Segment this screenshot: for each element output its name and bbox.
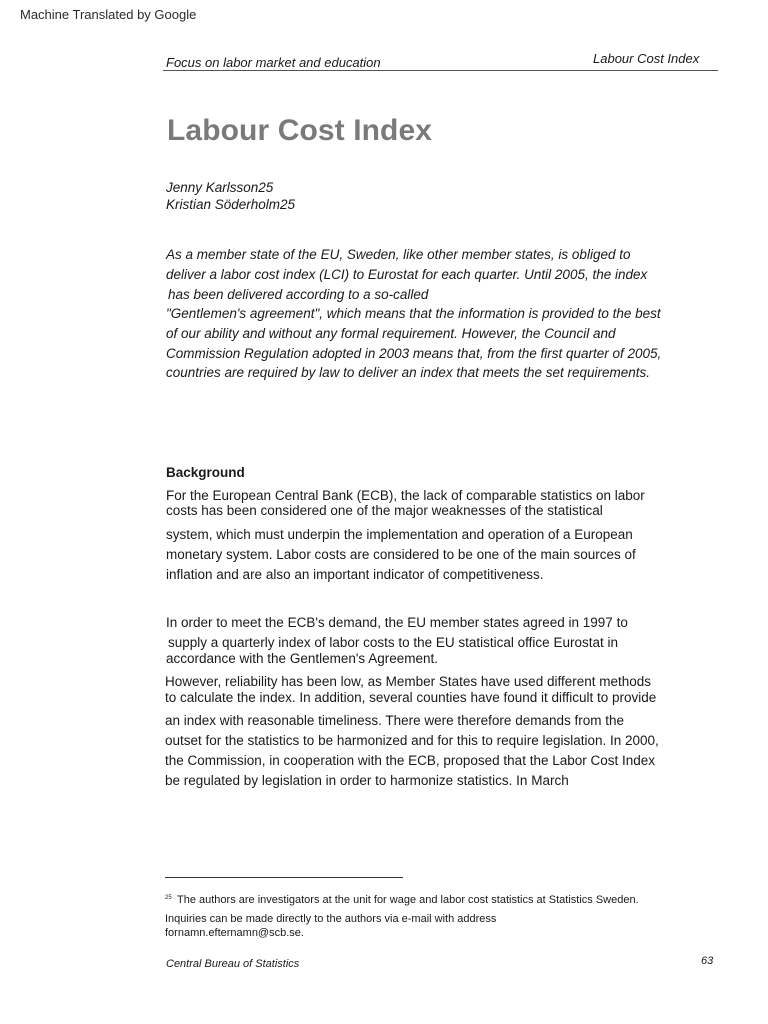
body-line: However, reliability has been low, as Member States have used different methods xyxy=(165,674,652,689)
abstract-line: countries are required by law to deliver an index that meets the set requirements. xyxy=(166,365,651,380)
body-line: monetary system. Labor costs are considered to be one of the main sources of xyxy=(166,547,636,562)
abstract-line: As a member state of the EU, Sweden, like other member states, is obliged to xyxy=(166,247,631,262)
footnote-rule xyxy=(165,877,403,878)
section-heading: Background xyxy=(166,465,245,480)
translation-banner: Machine Translated by Google xyxy=(20,7,197,22)
body-line: costs has been considered one of the major weaknesses of the statistical xyxy=(166,503,603,518)
body-line: be regulated by legislation in order to harmonize statistics. In March xyxy=(165,773,569,788)
page-title: Labour Cost Index xyxy=(167,114,433,147)
footnote-email: fornamn.efternamn@scb.se. xyxy=(165,927,304,939)
body-line: outset for the statistics to be harmonized and for this to require legislation. In 2000, xyxy=(165,733,659,748)
abstract-line: Commission Regulation adopted in 2003 means that, from the first quarter of 2005, xyxy=(166,346,662,361)
footnote-text: The authors are investigators at the unit for wage and labor cost statistics at Statistics Sweden. xyxy=(177,894,639,906)
footer-publisher: Central Bureau of Statistics xyxy=(166,958,300,970)
body-line: For the European Central Bank (ECB), the lack of comparable statistics on labor xyxy=(166,488,645,503)
abstract-line: of our ability and without any formal requirement. However, the Council and xyxy=(166,326,616,341)
author-name: Kristian Söderholm25 xyxy=(166,197,296,212)
abstract-line: deliver a labor cost index (LCI) to Eurostat for each quarter. Until 2005, the index xyxy=(166,267,648,282)
abstract-line: has been delivered according to a so-called xyxy=(168,287,429,302)
footnote-text: Inquiries can be made directly to the authors via e-mail with address xyxy=(165,913,497,925)
running-header-right: Labour Cost Index xyxy=(593,51,700,66)
footnote-mark: 25 xyxy=(165,895,172,901)
running-header-left: Focus on labor market and education xyxy=(166,55,381,70)
body-line: inflation and are also an important indicator of competitiveness. xyxy=(166,567,544,582)
body-line: to calculate the index. In addition, several counties have found it difficult to provide xyxy=(165,690,657,705)
body-line: an index with reasonable timeliness. There were therefore demands from the xyxy=(165,713,624,728)
page-number: 63 xyxy=(701,955,714,967)
header-rule xyxy=(163,70,718,71)
author-name: Jenny Karlsson25 xyxy=(166,180,274,195)
abstract-line: "Gentlemen's agreement", which means that the information is provided to the best xyxy=(166,306,661,321)
body-line: accordance with the Gentlemen's Agreement. xyxy=(166,651,438,666)
body-line: system, which must underpin the implementation and operation of a European xyxy=(166,527,633,542)
body-line: In order to meet the ECB's demand, the EU member states agreed in 1997 to xyxy=(166,615,628,630)
body-line: the Commission, in cooperation with the ECB, proposed that the Labor Cost Index xyxy=(165,753,656,768)
body-line: supply a quarterly index of labor costs to the EU statistical office Eurostat in xyxy=(168,635,618,650)
